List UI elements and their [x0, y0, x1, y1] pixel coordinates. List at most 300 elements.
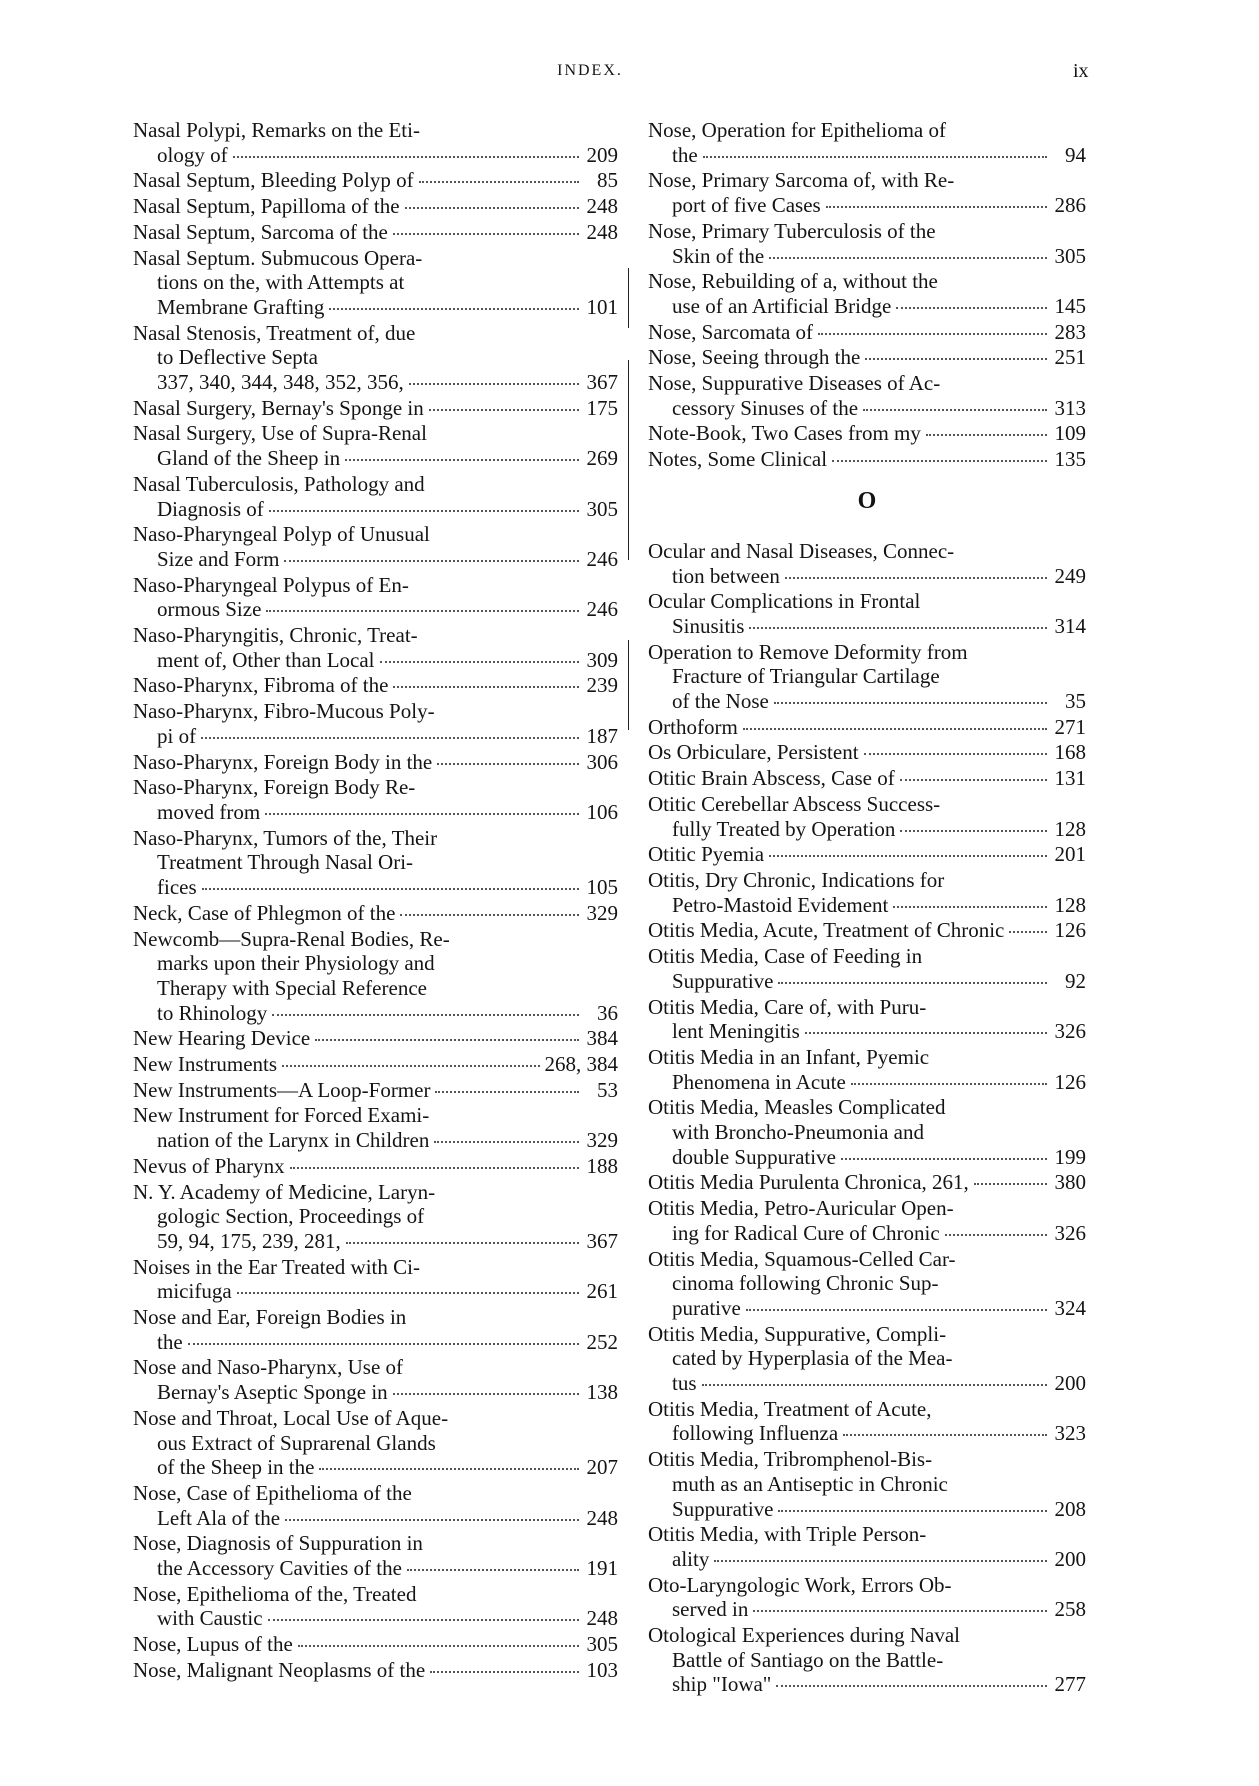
dot-leader — [926, 434, 1047, 436]
index-entry — [648, 371, 1086, 420]
index-entry — [133, 1481, 618, 1530]
entry-text: Naso-Pharyngeal Polypus of En- — [133, 572, 409, 597]
page-reference: 200 — [1054, 1546, 1086, 1571]
dot-leader — [864, 753, 1047, 755]
entry-text: Otitis Media, Measles Complicated — [648, 1095, 946, 1120]
page-reference: 109 — [1054, 421, 1086, 446]
page-reference: 85 — [597, 168, 618, 193]
dot-leader — [826, 206, 1047, 208]
dot-leader — [776, 1685, 1047, 1687]
dot-leader — [285, 1519, 579, 1521]
entry-text: Otitis Media Purulenta Chronica, 261, — [648, 1170, 969, 1195]
page-reference: 384 — [586, 1026, 618, 1051]
entry-text: Membrane Grafting — [157, 294, 325, 319]
entry-text: nation of the Larynx in Children — [157, 1128, 430, 1153]
index-entry — [648, 539, 1086, 588]
dot-leader — [380, 661, 579, 663]
dot-leader — [290, 1167, 579, 1169]
entry-text: cessory Sinuses of the — [672, 395, 859, 420]
entry-text: ing for Radical Cure of Chronic — [672, 1220, 940, 1245]
entry-text: Fracture of Triangular Cartilage — [672, 664, 940, 689]
dot-leader — [345, 459, 579, 461]
entry-text: Otitic Brain Abscess, Case of — [648, 766, 895, 791]
entry-text: ology of — [157, 142, 228, 167]
entry-text: the — [157, 1329, 183, 1354]
entry-text: Nasal Surgery, Use of Supra-Renal — [133, 421, 427, 446]
entry-text: Petro-Mastoid Evidement — [672, 892, 889, 917]
page-reference: 323 — [1054, 1421, 1086, 1446]
column-rule — [628, 268, 629, 328]
page-reference: 261 — [586, 1279, 618, 1304]
entry-text: Naso-Pharyngitis, Chronic, Treat- — [133, 623, 418, 648]
entry-text: micifuga — [157, 1279, 232, 1304]
index-entry — [648, 918, 1086, 943]
entry-text: Phenomena in Acute — [672, 1069, 846, 1094]
entry-text: to Rhinology — [157, 1000, 268, 1025]
page-reference: 208 — [1054, 1496, 1086, 1521]
index-entry — [133, 522, 618, 571]
dot-leader — [393, 1393, 579, 1395]
entry-text: Otitic Pyemia — [648, 842, 765, 867]
index-column-left — [133, 118, 618, 1684]
index-entry — [133, 1406, 618, 1480]
dot-leader — [237, 1292, 579, 1294]
entry-text: Otitis Media, Squamous-Celled Car- — [648, 1246, 956, 1271]
dot-leader — [393, 686, 579, 688]
entry-text: Noises in the Ear Treated with Ci- — [133, 1254, 420, 1279]
index-entry — [133, 1355, 618, 1404]
index-entry — [133, 321, 618, 395]
page-reference: 380 — [1054, 1170, 1086, 1195]
dot-leader — [900, 779, 1047, 781]
entry-text: double Suppurative — [672, 1144, 836, 1169]
page-reference: 92 — [1065, 968, 1086, 993]
entry-text: Naso-Pharyngeal Polyp of Unusual — [133, 522, 430, 547]
entry-text: Nasal Tuberculosis, Pathology and — [133, 471, 425, 496]
entry-text: New Instrument for Forced Exami- — [133, 1103, 430, 1128]
index-entry — [648, 219, 1086, 268]
page-header — [0, 58, 1259, 88]
entry-text: Otitis Media, with Triple Person- — [648, 1522, 927, 1547]
index-entry — [133, 927, 618, 1026]
entry-text: Oto-Laryngologic Work, Errors Ob- — [648, 1572, 952, 1597]
dot-leader — [201, 737, 579, 739]
entry-text: Nose, Epithelioma of the, Treated — [133, 1581, 417, 1606]
page-reference: 271 — [1054, 714, 1086, 739]
page-reference: 145 — [1054, 293, 1086, 318]
index-entry — [133, 573, 618, 622]
dot-leader — [702, 1384, 1047, 1386]
page-reference: 329 — [586, 1128, 618, 1153]
index-entry — [648, 1522, 1086, 1571]
dot-leader — [843, 1434, 1047, 1436]
entry-text: Nose, Primary Sarcoma of, with Re- — [648, 168, 955, 193]
entry-text: Naso-Pharynx, Fibro-Mucous Poly- — [133, 699, 435, 724]
entry-text: Operation to Remove Deformity from — [648, 639, 968, 664]
dot-leader — [832, 460, 1047, 462]
entry-text: Bernay's Aseptic Sponge in — [157, 1380, 388, 1405]
index-entry — [133, 1154, 618, 1179]
entry-text: ous Extract of Suprarenal Glands — [157, 1430, 436, 1455]
entry-text: Note-Book, Two Cases from my — [648, 421, 921, 446]
page-reference: 168 — [1054, 740, 1086, 765]
dot-leader — [753, 1610, 1047, 1612]
entry-text: Otitis, Dry Chronic, Indications for — [648, 867, 945, 892]
dot-leader — [405, 207, 579, 209]
page-reference: 36 — [597, 1000, 618, 1025]
page-reference: 306 — [586, 749, 618, 774]
page-reference: 277 — [1054, 1672, 1086, 1697]
dot-leader — [409, 383, 579, 385]
dot-leader — [865, 358, 1047, 360]
index-entry — [133, 396, 618, 421]
entry-text: Naso-Pharynx, Foreign Body in the — [133, 749, 433, 774]
entry-text: cated by Hyperplasia of the Mea- — [672, 1346, 953, 1371]
index-entry — [133, 623, 618, 672]
index-entry — [648, 640, 1086, 714]
entry-text: Skin of the — [672, 243, 765, 268]
entry-text: muth as an Antiseptic in Chronic — [672, 1471, 948, 1496]
dot-leader — [188, 1343, 579, 1345]
dot-leader — [437, 763, 579, 765]
index-entry — [648, 1573, 1086, 1622]
entry-text: Otitis Media, Care of, with Puru- — [648, 994, 927, 1019]
index-column-right — [648, 118, 1086, 1698]
entry-text: Newcomb—Supra-Renal Bodies, Re- — [133, 926, 450, 951]
dot-leader — [282, 1065, 539, 1067]
index-entry — [648, 792, 1086, 841]
dot-leader — [419, 181, 579, 183]
entry-text: Otological Experiences during Naval — [648, 1623, 960, 1648]
dot-leader — [202, 888, 579, 890]
entry-text: Naso-Pharynx, Foreign Body Re- — [133, 775, 416, 800]
entry-text: Notes, Some Clinical — [648, 447, 828, 472]
dot-leader — [746, 1309, 1047, 1311]
column-rule — [628, 360, 629, 560]
entry-text: Nose and Ear, Foreign Bodies in — [133, 1305, 407, 1330]
entry-text: Neck, Case of Phlegmon of the — [133, 900, 396, 925]
page-reference: 106 — [586, 799, 618, 824]
page-reference: 135 — [1054, 447, 1086, 472]
entry-text: lent Meningitis — [672, 1019, 800, 1044]
index-entry — [648, 447, 1086, 472]
entry-text: Ocular and Nasal Diseases, Connec- — [648, 538, 955, 563]
index-entry — [133, 472, 618, 521]
index-entry — [648, 740, 1086, 765]
entry-text: Otitis Media, Treatment of Acute, — [648, 1396, 932, 1421]
dot-leader — [863, 409, 1047, 411]
page-reference: 246 — [586, 597, 618, 622]
index-entry — [648, 168, 1086, 217]
entry-text: Naso-Pharynx, Tumors of the, Their — [133, 825, 438, 850]
dot-leader — [851, 1083, 1047, 1085]
dot-leader — [974, 1183, 1047, 1185]
page-reference: 128 — [1054, 816, 1086, 841]
entry-text: Nose, Primary Tuberculosis of the — [648, 218, 936, 243]
entry-text: Therapy with Special Reference — [157, 975, 427, 1000]
page-reference: 248 — [586, 194, 618, 219]
entry-list-o — [648, 539, 1086, 1697]
page-reference: 268, 384 — [544, 1052, 618, 1077]
index-entry — [648, 1623, 1086, 1697]
index-entry — [133, 1103, 618, 1152]
index-entry — [133, 1305, 618, 1354]
index-entry — [648, 766, 1086, 791]
entry-text: Orthoform — [648, 714, 738, 739]
entry-text: Nose and Throat, Local Use of Aque- — [133, 1405, 449, 1430]
index-entry — [133, 901, 618, 926]
entry-text: Suppurative — [672, 968, 774, 993]
index-entry — [133, 699, 618, 748]
index-entry — [133, 220, 618, 245]
dot-leader — [435, 1091, 579, 1093]
page-reference: 239 — [586, 673, 618, 698]
entry-text: Nose, Lupus of the — [133, 1632, 293, 1657]
entry-text: fully Treated by Operation — [672, 816, 896, 841]
index-entry — [133, 1078, 618, 1103]
entry-text: Left Ala of the — [157, 1505, 281, 1530]
dot-leader — [749, 627, 1047, 629]
page-reference: 35 — [1065, 689, 1086, 714]
index-entry — [133, 421, 618, 470]
entry-text: Nasal Septum, Papilloma of the — [133, 194, 400, 219]
index-entry — [133, 1052, 618, 1077]
entry-text: Nasal Septum. Submucous Opera- — [133, 245, 423, 270]
index-entry — [133, 1255, 618, 1304]
entry-text: Nose, Sarcomata of — [648, 319, 814, 344]
index-entry — [648, 868, 1086, 917]
dot-leader — [407, 1569, 579, 1571]
page-reference: 138 — [586, 1380, 618, 1405]
entry-text: tions on the, with Attempts at — [157, 270, 405, 295]
entry-text: moved from — [157, 799, 261, 824]
entry-text: New Instruments — [133, 1052, 278, 1077]
index-entry — [648, 118, 1086, 167]
entry-text: marks upon their Physiology and — [157, 951, 435, 976]
page-reference: 305 — [1054, 243, 1086, 268]
index-entry — [133, 775, 618, 824]
index-entry — [133, 194, 618, 219]
page-reference: 309 — [586, 647, 618, 672]
entry-text: Nose and Naso-Pharynx, Use of — [133, 1355, 404, 1380]
entry-text: Size and Form — [157, 546, 280, 571]
entry-text: Otitis Media, Suppurative, Compli- — [648, 1321, 947, 1346]
entry-text: New Hearing Device — [133, 1026, 311, 1051]
page-reference: 252 — [586, 1329, 618, 1354]
page-reference: 324 — [1054, 1295, 1086, 1320]
page-reference: 258 — [1054, 1597, 1086, 1622]
entry-text: Sinusitis — [672, 613, 745, 638]
index-entry — [133, 1026, 618, 1051]
dot-leader — [430, 1671, 579, 1673]
dot-leader — [233, 156, 579, 158]
dot-leader — [400, 914, 579, 916]
entry-text: ment of, Other than Local — [157, 647, 375, 672]
entry-text: Gland of the Sheep in — [157, 446, 341, 471]
entry-text: Otitic Cerebellar Abscess Success- — [648, 791, 941, 816]
running-title: INDEX. — [557, 62, 623, 79]
page-reference: 126 — [1054, 1069, 1086, 1094]
dot-leader — [785, 577, 1047, 579]
dot-leader — [346, 1242, 579, 1244]
index-entry — [648, 944, 1086, 993]
entry-text: with Broncho-Pneumonia and — [672, 1120, 924, 1145]
page-reference: 248 — [586, 1606, 618, 1631]
entry-text: purative — [672, 1295, 741, 1320]
dot-leader — [298, 1645, 579, 1647]
entry-text: Naso-Pharynx, Fibroma of the — [133, 673, 389, 698]
page-reference: 314 — [1054, 613, 1086, 638]
dot-leader — [393, 233, 579, 235]
dot-leader — [743, 728, 1047, 730]
entry-text: Nasal Stenosis, Treatment of, due — [133, 320, 416, 345]
entry-text: with Caustic — [157, 1606, 263, 1631]
page-reference: 209 — [586, 142, 618, 167]
dot-leader — [774, 702, 1047, 704]
page-reference: 200 — [1054, 1371, 1086, 1396]
index-entry — [133, 1658, 618, 1683]
entry-text: tion between — [672, 563, 780, 588]
dot-leader — [266, 610, 579, 612]
column-rule — [628, 640, 629, 730]
index-entry — [133, 1632, 618, 1657]
dot-leader — [329, 308, 579, 310]
entry-text: Nasal Polypi, Remarks on the Eti- — [133, 118, 420, 142]
section-letter-o: O — [857, 487, 877, 514]
dot-leader — [284, 560, 579, 562]
index-entry — [648, 842, 1086, 867]
entry-text: Ocular Complications in Frontal — [648, 589, 921, 614]
page-reference: 53 — [597, 1077, 618, 1102]
page-reference: 201 — [1054, 842, 1086, 867]
dot-leader — [319, 1468, 579, 1470]
index-entry — [133, 246, 618, 320]
dot-leader — [945, 1234, 1047, 1236]
entry-text: use of an Artificial Bridge — [672, 293, 892, 318]
entry-text: 337, 340, 344, 348, 352, 356, — [157, 370, 404, 395]
page-reference: 175 — [586, 395, 618, 420]
index-entry — [648, 715, 1086, 740]
page-reference: 246 — [586, 546, 618, 571]
dot-leader — [1009, 931, 1047, 933]
entry-text: ality — [672, 1546, 710, 1571]
entry-text: Suppurative — [672, 1496, 774, 1521]
entry-text: Otitis Media in an Infant, Pyemic — [648, 1044, 930, 1069]
entry-text: Otitis Media, Tribromphenol-Bis- — [648, 1447, 933, 1472]
page-reference: 101 — [586, 294, 618, 319]
entry-text: Nasal Surgery, Bernay's Sponge in — [133, 395, 424, 420]
dot-leader — [893, 906, 1047, 908]
index-entry — [133, 1180, 618, 1254]
page-reference: 251 — [1054, 345, 1086, 370]
dot-leader — [778, 1510, 1047, 1512]
page-reference: 131 — [1054, 766, 1086, 791]
dot-leader — [703, 156, 1047, 158]
entry-text: gologic Section, Proceedings of — [157, 1204, 425, 1229]
entry-text: of the Nose — [672, 689, 769, 714]
index-entry — [648, 269, 1086, 318]
entry-text: Nose, Case of Epithelioma of the — [133, 1480, 412, 1505]
dot-leader — [714, 1560, 1047, 1562]
entry-list-left — [133, 118, 618, 1683]
entry-text: Otitis Media, Acute, Treatment of Chronic — [648, 918, 1005, 943]
entry-text: the Accessory Cavities of the — [157, 1556, 402, 1581]
entry-text: Battle of Santiago on the Battle- — [672, 1647, 944, 1672]
entry-text: cinoma following Chronic Sup- — [672, 1271, 939, 1296]
entry-text: fices — [157, 875, 197, 900]
entry-list-n-continued — [648, 118, 1086, 472]
dot-leader — [269, 510, 579, 512]
page-reference: 286 — [1054, 193, 1086, 218]
page-reference: 329 — [586, 900, 618, 925]
page-reference: 191 — [586, 1556, 618, 1581]
dot-leader — [268, 1619, 579, 1621]
page-reference: 367 — [586, 1228, 618, 1253]
entry-text: Diagnosis of — [157, 496, 264, 521]
entry-text: Os Orbiculare, Persistent — [648, 740, 859, 765]
index-entry — [648, 1170, 1086, 1195]
dot-leader — [429, 409, 579, 411]
entry-text: Nasal Septum, Sarcoma of the — [133, 219, 388, 244]
index-entry — [648, 421, 1086, 446]
entry-text: of the Sheep in the — [157, 1455, 315, 1480]
page-reference: 283 — [1054, 319, 1086, 344]
index-entry — [648, 345, 1086, 370]
index-entry — [648, 1447, 1086, 1521]
index-entry — [648, 589, 1086, 638]
page-reference: 187 — [586, 723, 618, 748]
dot-leader — [265, 813, 579, 815]
entry-text: Otitis Media, Case of Feeding in — [648, 944, 923, 969]
page-reference: 94 — [1065, 142, 1086, 167]
entry-text: Nevus of Pharynx — [133, 1153, 285, 1178]
index-entry — [133, 750, 618, 775]
entry-text: pi of — [157, 723, 197, 748]
page-reference: 326 — [1054, 1019, 1086, 1044]
index-entry — [648, 1397, 1086, 1446]
page-reference: 269 — [586, 446, 618, 471]
entry-text: 59, 94, 175, 239, 281, — [157, 1228, 341, 1253]
page-reference: 305 — [586, 496, 618, 521]
index-entry — [648, 1322, 1086, 1396]
index-entry — [648, 320, 1086, 345]
dot-leader — [805, 1032, 1047, 1034]
index-entry — [648, 1045, 1086, 1094]
index-entry — [133, 673, 618, 698]
page-reference: 248 — [586, 219, 618, 244]
entry-text: port of five Cases — [672, 193, 821, 218]
index-entry — [133, 168, 618, 193]
page-number: ix — [1073, 60, 1089, 82]
page-reference: 207 — [586, 1455, 618, 1480]
entry-text: Treatment Through Nasal Ori- — [157, 850, 414, 875]
dot-leader — [434, 1141, 579, 1143]
entry-text: Nose, Rebuilding of a, without the — [648, 269, 938, 294]
entry-text: to Deflective Septa — [157, 345, 318, 370]
dot-leader — [272, 1014, 579, 1016]
dot-leader — [841, 1158, 1047, 1160]
entry-text: Otitis Media, Petro-Auricular Open- — [648, 1196, 954, 1221]
entry-text: Nasal Septum, Bleeding Polyp of — [133, 168, 414, 193]
page-reference: 199 — [1054, 1144, 1086, 1169]
page-reference: 188 — [586, 1153, 618, 1178]
dot-leader — [900, 830, 1047, 832]
dot-leader — [818, 333, 1047, 335]
page-reference: 105 — [586, 875, 618, 900]
entry-text: ormous Size — [157, 597, 262, 622]
index-entry — [648, 995, 1086, 1044]
entry-text: following Influenza — [672, 1421, 839, 1446]
